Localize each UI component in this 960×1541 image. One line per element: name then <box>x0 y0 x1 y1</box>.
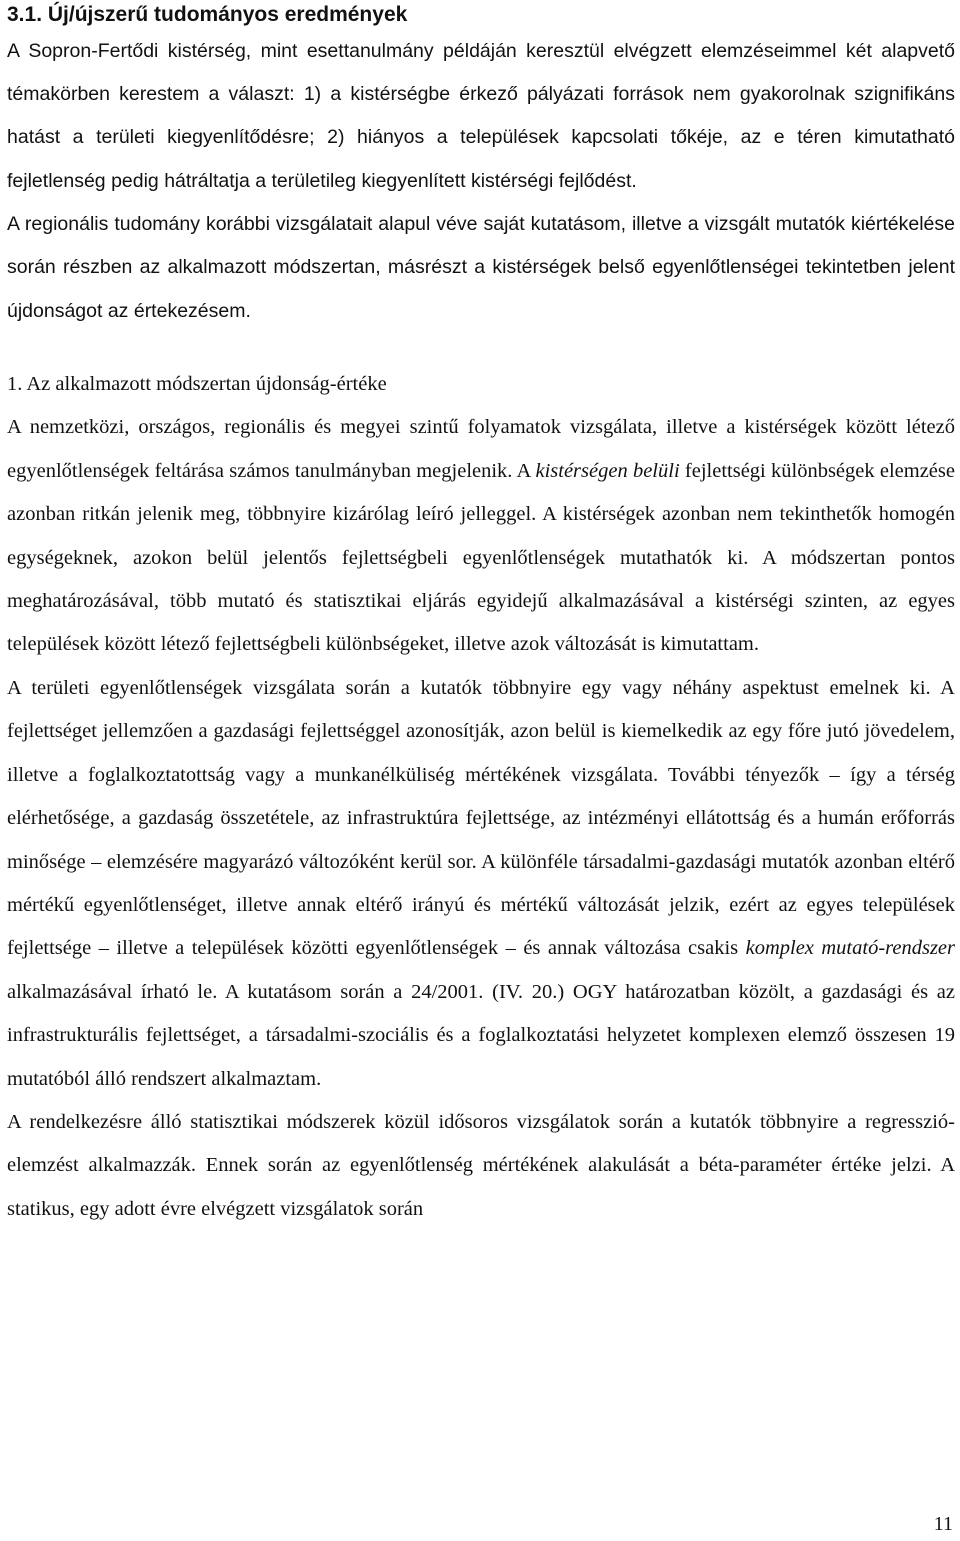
intro-paragraph: A Sopron-Fertődi kistérség, mint esettanulmány példáján keresztül elvégzett elemzéseimmel két alapvető témakörben kerestem a választ: 1) a kistérségbe érkező pályázati források nem gyakorolnak szignifikáns hatást a területi kiegyenlítődésre; 2) hiányos a települések kapcsolati tőkéje, az e téren kimutatható fejletlenség pedig hátráltatja a területileg kiegyenlített kistérségi fejlődést. <box>7 40 955 192</box>
methodology-italic-term: kistérségen belüli <box>535 459 680 482</box>
inequality-text-start: A területi egyenlőtlenségek vizsgálata során a kutatók többnyire egy vagy néhány aspektust emelnek ki. A fejlettséget jellemzően a gazdasági fejlettséggel azonosítják, azon belül is kiemelkedik az egy főre jutó jövedelem, illetve a foglalkoztatottság vagy a munkanélküliség mértékének vizsgálata. További tényezők – így a térség elérhetősége, a gazdaság összetétele, az infrastruktúra fejlettsége, az intézményi ellátottság és a humán erőforrás minősége – elemzésére magyarázó változóként kerül sor. A különféle társadalmi-gazdasági mutatók azonban eltérő mértékű egyenlőtlenséget, illetve annak eltérő irányú és mértékű változását jelzik, ezért az egyes települések fejlettsége – illetve a települések közötti egyenlőtlenségek – és annak változása csakis <box>7 676 955 960</box>
inequality-italic-term: komplex mutató-rendszer <box>745 937 956 960</box>
statistics-paragraph: A rendelkezésre álló statisztikai módszerek közül idősoros vizsgálatok során a kutatók többnyire a regresszió-elemzést alkalmazzák. Ennek során az egyenlőtlenség mértékének alakulását a béta-paraméter értéke jelzi. A statikus, egy adott évre elvégzett vizsgálatok során <box>7 1110 955 1220</box>
page-number: 11 <box>933 1513 953 1535</box>
subsection-heading: 1. Az alkalmazott módszertan újdonság-értéke <box>7 373 387 396</box>
regional-paragraph: A regionális tudomány korábbi vizsgálatait alapul véve saját kutatásom, illetve a vizsgált mutatók kiértékelése során részben az alkalmazott módszertan, másrészt a kistérségek belső egyenlőtlenségei tekintetben jelent újdonságot az értekezésem. <box>7 212 955 322</box>
methodology-text-start: A nemzetközi, országos, regionális és megyei szintű folyamatok vizsgálata, illetve a kistérségek között létező egyenlőtlenségek feltárása számos tanulmányban megjelenik. A <box>7 416 955 482</box>
document-page <box>7 0 955 1231</box>
methodology-paragraph <box>7 406 955 666</box>
section-heading: 3.1. Új/újszerű tudományos eredmények <box>7 3 408 26</box>
inequality-text-end: alkalmazásával írható le. A kutatásom során a 24/2001. (IV. 20.) OGY határozatban közölt, a gazdasági és az infrastrukturális fejlettséget, a társadalmi-szociális és a foglalkoztatási helyzetet komplexen elemző összesen 19 mutatóból álló rendszert alkalmaztam. <box>7 980 955 1090</box>
methodology-text-end: fejlettségi különbségek elemzése azonban ritkán jelenik meg, többnyire kizárólag leíró jelleggel. A kistérségek azonban nem tekinthetők homogén egységeknek, azokon belül jelentős fejlettségbeli egyenlőtlenségek mutathatók ki. A módszertan pontos meghatározásával, több mutató és statisztikai eljárás egyidejű alkalmazásával a kistérségi szinten, az egyes települések között létező fejlettségbeli különbségeket, illetve azok változását is kimutattam. <box>7 459 955 656</box>
inequality-paragraph <box>7 667 955 1101</box>
